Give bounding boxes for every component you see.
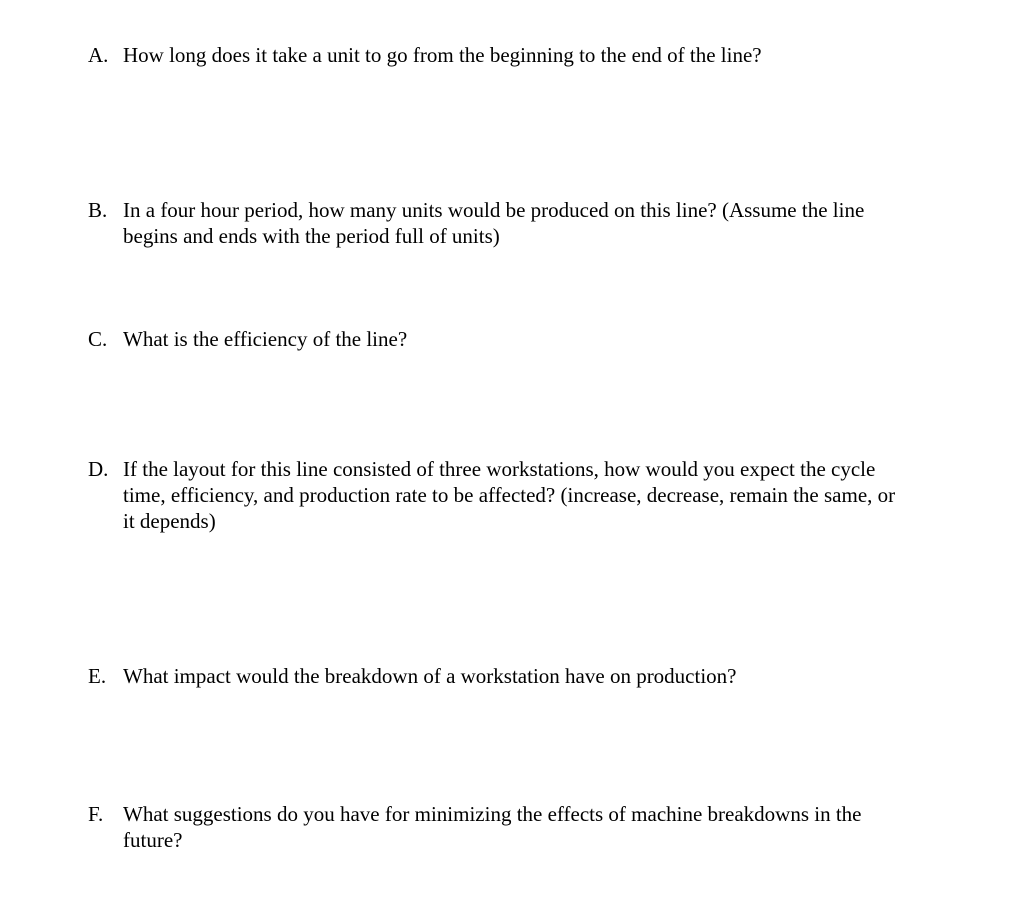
question-letter: D. [88,457,109,481]
question-text-line: time, efficiency, and production rate to be affected? (increase, decrease, remain the same, or [123,483,896,507]
question-f [88,801,978,853]
question-letter: F. [88,802,104,826]
question-text-line: If the layout for this line consisted of three workstations, how would you expect the cycle [123,457,876,481]
question-b [88,197,978,249]
question-d [88,456,978,534]
question-text-line: What is the efficiency of the line? [123,327,408,351]
question-text-line: it depends) [123,509,216,533]
question-letter: A. [88,43,109,67]
question-text-line: begins and ends with the period full of units) [123,224,500,248]
question-letter: C. [88,327,108,351]
question-text-line: In a four hour period, how many units would be produced on this line? (Assume the line [123,198,865,222]
question-text-line: What suggestions do you have for minimizing the effects of machine breakdowns in the [123,802,862,826]
question-e [88,663,978,689]
question-text-line: What impact would the breakdown of a workstation have on production? [123,664,737,688]
question-letter: B. [88,198,108,222]
question-text-line: How long does it take a unit to go from the beginning to the end of the line? [123,43,762,67]
question-a [88,42,978,68]
question-text-line: future? [123,828,183,852]
question-c [88,326,978,352]
question-letter: E. [88,664,107,688]
